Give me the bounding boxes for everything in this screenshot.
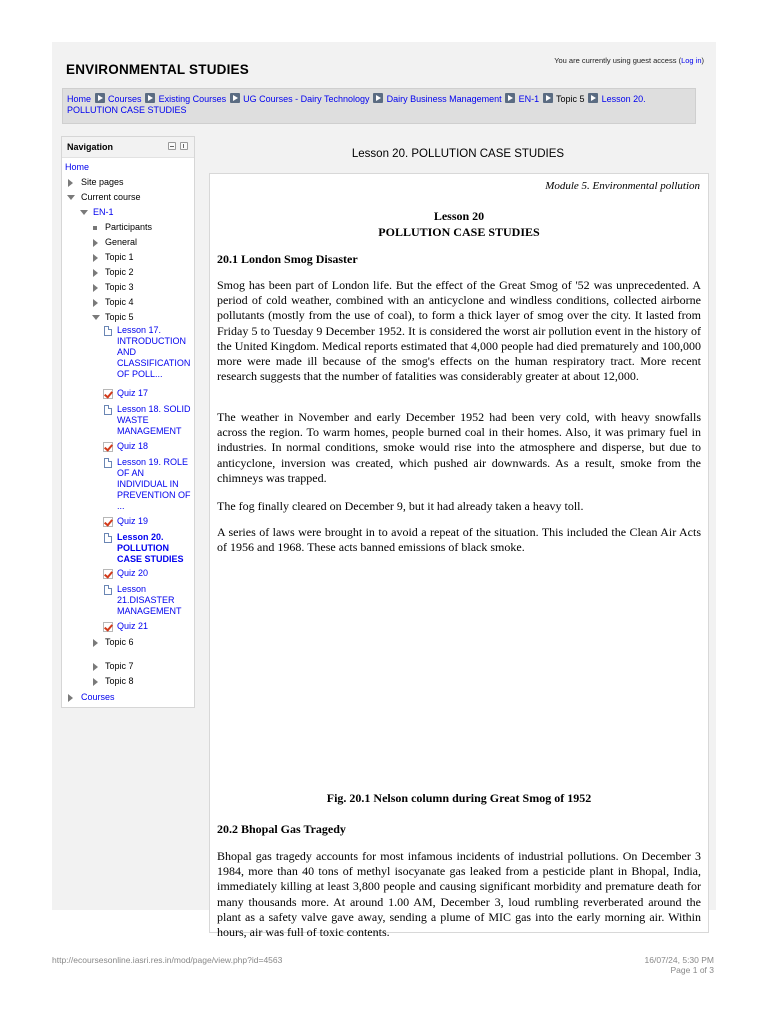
- breadcrumb: [62, 88, 696, 124]
- expand-arrow-icon[interactable]: [93, 678, 98, 686]
- nav-quiz-20[interactable]: Quiz 20: [117, 568, 149, 578]
- expand-arrow-icon[interactable]: [93, 663, 98, 671]
- nav-topic-8[interactable]: Topic 8: [105, 676, 134, 686]
- breadcrumb-arrow-icon: [373, 93, 383, 103]
- lesson-number: Lesson 20: [433, 209, 485, 223]
- bullet-icon: [93, 226, 97, 230]
- nav-home[interactable]: Home: [65, 162, 90, 172]
- quiz-icon: [103, 622, 113, 632]
- section-heading-london-smog: 20.1 London Smog Disaster: [217, 252, 358, 266]
- navigation-title: Navigation: [67, 142, 114, 152]
- login-suffix: ): [701, 56, 704, 65]
- login-prefix: You are currently using guest access (: [554, 56, 682, 65]
- expand-arrow-icon[interactable]: [68, 694, 73, 702]
- nav-topic-7[interactable]: Topic 7: [105, 661, 134, 671]
- quiz-icon: [103, 442, 113, 452]
- breadcrumb-topic5: Topic 5: [556, 94, 585, 104]
- breadcrumb-lesson20[interactable]: Lesson 20. POLLUTION CASE STUDIES: [67, 94, 646, 115]
- nav-courses[interactable]: Courses: [81, 692, 115, 702]
- navigation-header: [62, 137, 194, 158]
- nav-topic-4[interactable]: Topic 4: [105, 297, 134, 307]
- nav-quiz-17[interactable]: Quiz 17: [117, 388, 149, 398]
- collapse-arrow-icon[interactable]: [67, 195, 75, 200]
- nav-topic-3[interactable]: Topic 3: [105, 282, 134, 292]
- breadcrumb-arrow-icon: [588, 93, 598, 103]
- nav-lesson-19[interactable]: Lesson 19. ROLE OF AN INDIVIDUAL IN PREVENTION OF ...: [117, 457, 191, 511]
- print-footer-url: http://ecoursesonline.iasri.res.in/mod/page/view.php?id=4563: [52, 955, 283, 965]
- quiz-icon: [103, 517, 113, 527]
- page-icon: [104, 405, 112, 415]
- dock-icon[interactable]: [180, 142, 188, 150]
- nav-topic-1[interactable]: Topic 1: [105, 252, 134, 262]
- quiz-icon: [103, 389, 113, 399]
- breadcrumb-arrow-icon: [95, 93, 105, 103]
- collapse-icon[interactable]: [168, 142, 176, 150]
- collapse-arrow-icon[interactable]: [92, 315, 100, 320]
- figure-caption: Fig. 20.1 Nelson column during Great Smog of 1952: [326, 791, 592, 805]
- page-container: [52, 42, 716, 940]
- paragraph: A series of laws were brought in to avoid a repeat of the situation. This included the Clean Air Acts of 1956 and 1968. These acts banned emissions of black smoke.: [217, 525, 701, 555]
- breadcrumb-arrow-icon: [543, 93, 553, 103]
- nav-lesson-21[interactable]: Lesson 21.DISASTER MANAGEMENT: [117, 584, 182, 616]
- expand-arrow-icon[interactable]: [93, 639, 98, 647]
- nav-quiz-21[interactable]: Quiz 21: [117, 621, 149, 631]
- paragraph: Bhopal gas tragedy accounts for most infamous incidents of industrial pollutions. On December 3 1984, more than 40 tons of methyl isocyanate gas leaked from a pesticide plant in Bhopal, India, immediately killing at least 3,800 people and causing significant morbidity and premature death for many thousands more. At around 1.00 AM, December 3, loud rumbling reverberated around the plant as a safety valve gave away, sending a plume of MIC gas into the early morning air. Within hours, air was full of toxic contents.: [217, 849, 701, 940]
- breadcrumb-ug-courses[interactable]: UG Courses - Dairy Technology: [243, 94, 370, 104]
- expand-arrow-icon[interactable]: [93, 299, 98, 307]
- paragraph: The weather in November and early December 1952 had been very cold, with heavy snowfalls across the region. To warm homes, people burned coal in their homes. Also, it was primary fuel in industries. In normal conditions, smoke would rise into the atmosphere and disperse, but due to anticyclone, inversion was created, which pushed air downwards. As a result, smoke from the chimneys was trapped.: [217, 410, 701, 485]
- lesson-title: POLLUTION CASE STUDIES: [378, 225, 540, 239]
- nav-quiz-19[interactable]: Quiz 19: [117, 516, 149, 526]
- expand-arrow-icon[interactable]: [68, 179, 73, 187]
- nav-general[interactable]: General: [105, 237, 138, 247]
- quiz-icon: [103, 569, 113, 579]
- expand-arrow-icon[interactable]: [93, 284, 98, 292]
- collapse-arrow-icon[interactable]: [80, 210, 88, 215]
- breadcrumb-arrow-icon: [145, 93, 155, 103]
- expand-arrow-icon[interactable]: [93, 269, 98, 277]
- lesson-content: [209, 173, 709, 940]
- breadcrumb-en1[interactable]: EN-1: [518, 94, 540, 104]
- page-icon: [104, 533, 112, 543]
- print-footer-page-number: Page 1 of 3: [670, 965, 714, 975]
- site-title: ENVIRONMENTAL STUDIES: [66, 62, 249, 77]
- breadcrumb-arrow-icon: [505, 93, 515, 103]
- nav-course-en1[interactable]: EN-1: [93, 207, 114, 217]
- paragraph: The fog finally cleared on December 9, but it had already taken a heavy toll.: [217, 499, 584, 513]
- page-icon: [104, 585, 112, 595]
- nav-lesson-18[interactable]: Lesson 18. SOLID WASTE MANAGEMENT: [117, 404, 191, 436]
- login-link[interactable]: Log in: [681, 56, 702, 65]
- nav-quiz-18[interactable]: Quiz 18: [117, 441, 149, 451]
- page-icon: [104, 326, 112, 336]
- page-title: Lesson 20. POLLUTION CASE STUDIES: [351, 148, 565, 160]
- breadcrumb-courses[interactable]: Courses: [108, 94, 142, 104]
- navigation-block: [61, 136, 195, 708]
- section-heading-bhopal: 20.2 Bhopal Gas Tragedy: [217, 822, 346, 836]
- nav-lesson-20-current[interactable]: Lesson 20. POLLUTION CASE STUDIES: [117, 532, 184, 564]
- expand-arrow-icon[interactable]: [93, 254, 98, 262]
- breadcrumb-arrow-icon: [230, 93, 240, 103]
- nav-topic-6[interactable]: Topic 6: [105, 637, 134, 647]
- breadcrumb-dairy-business[interactable]: Dairy Business Management: [386, 94, 502, 104]
- breadcrumb-existing-courses[interactable]: Existing Courses: [158, 94, 227, 104]
- expand-arrow-icon[interactable]: [93, 239, 98, 247]
- nav-topic-2[interactable]: Topic 2: [105, 267, 134, 277]
- nav-lesson-17[interactable]: Lesson 17. INTRODUCTION AND CLASSIFICATION OF POLL...: [117, 325, 191, 379]
- nav-site-pages[interactable]: Site pages: [81, 177, 124, 187]
- module-label: Module 5. Environmental pollution: [545, 180, 700, 192]
- page-icon: [104, 458, 112, 468]
- nav-participants[interactable]: Participants: [105, 222, 153, 232]
- nav-current-course[interactable]: Current course: [81, 192, 141, 202]
- breadcrumb-home[interactable]: Home: [67, 94, 92, 104]
- nav-topic-5[interactable]: Topic 5: [105, 312, 134, 322]
- paragraph: Smog has been part of London life. But the effect of the Great Smog of '52 was unprecedented. A period of cold weather, combined with an anticyclone and windless conditions, collected airborne pollutants (mostly from the use of coal), to form a thick layer of smog over the city. It lasted from Friday 5 to Tuesday 9 December 1952. It is considered the worst air pollution event in the history of the United Kingdom. Medical reports estimated that 4,000 people had died prematurely and 100,000 more were made ill because of the smog's effects on the human respiratory tract. More recent research suggests that the number of fatalities was considerably greater at about 12,000.: [217, 278, 701, 384]
- print-footer-datetime: 16/07/24, 5:30 PM: [644, 955, 714, 965]
- login-info: [554, 56, 704, 65]
